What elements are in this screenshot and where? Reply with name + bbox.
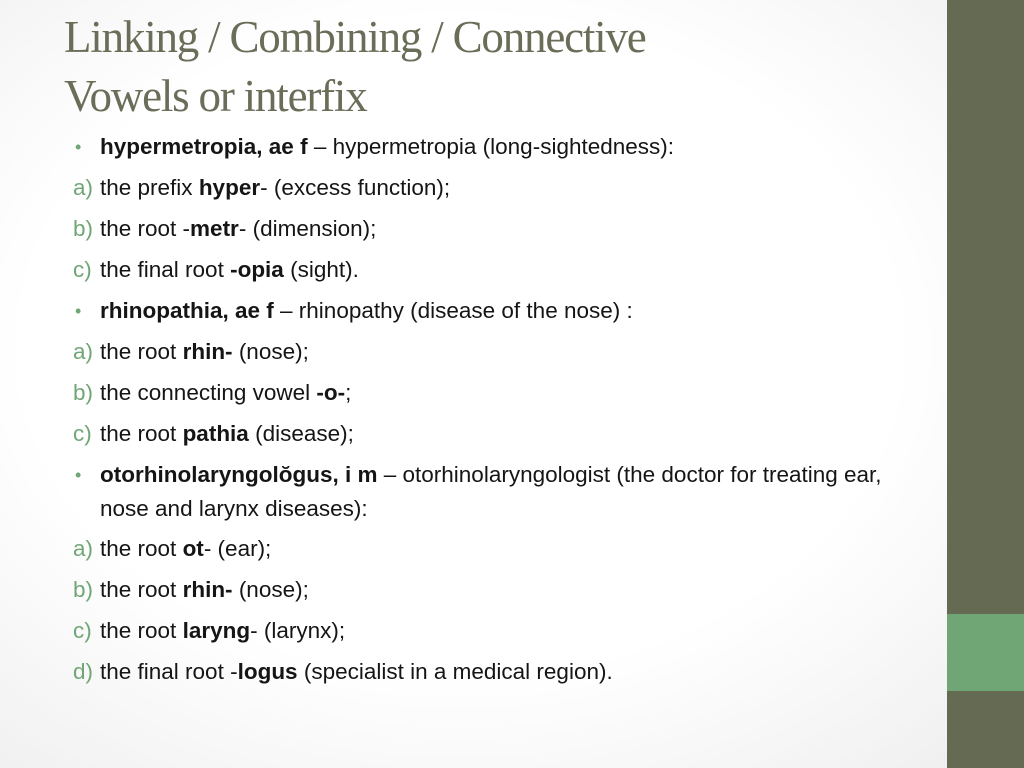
sub-item (73, 532, 933, 566)
sub-item-prefix: the root - (100, 216, 191, 241)
sub-item-suffix: - (excess function); (260, 175, 451, 200)
morpheme: logus (237, 659, 298, 684)
term-definition: – hypermetropia (long-sightedness): (307, 134, 675, 159)
morpheme: pathia (182, 421, 249, 446)
bullet-marker: • (75, 137, 82, 157)
slide-title (64, 8, 924, 126)
letter-marker: b) (73, 380, 94, 405)
sub-item-prefix: the root (100, 421, 183, 446)
title-line-1: Linking / Combining / Connective (64, 12, 646, 62)
letter-marker: a) (73, 175, 94, 200)
title-line-2: Vowels or interfix (64, 71, 367, 121)
sub-item (73, 253, 933, 287)
letter-marker: c) (73, 421, 92, 446)
sub-item-suffix: (nose); (232, 577, 309, 602)
sub-item-suffix: (specialist in a medical region). (297, 659, 613, 684)
term: hypermetropia, ae f (100, 134, 308, 159)
morpheme: rhin- (182, 577, 233, 602)
sub-item (73, 212, 933, 246)
sub-item-suffix: ; (345, 380, 352, 405)
sub-item-prefix: the final root - (100, 659, 238, 684)
bullet-marker: • (75, 301, 82, 321)
morpheme: -o- (316, 380, 346, 405)
letter-marker: a) (73, 536, 94, 561)
letter-marker: b) (73, 216, 94, 241)
morpheme: hyper (198, 175, 261, 200)
morpheme: laryng (182, 618, 251, 643)
bullet-item (73, 294, 933, 328)
sub-item-prefix: the prefix (100, 175, 199, 200)
sub-item-suffix: (sight). (283, 257, 359, 282)
sub-item-suffix: (nose); (232, 339, 309, 364)
morpheme: ot (182, 536, 204, 561)
term: otorhinolaryngolŏgus, i m (100, 462, 378, 487)
sub-item-prefix: the root (100, 577, 183, 602)
sub-item (73, 573, 933, 607)
sub-item (73, 614, 933, 648)
letter-marker: b) (73, 577, 94, 602)
sub-item (73, 171, 933, 205)
sub-item-prefix: the connecting vowel (100, 380, 317, 405)
sub-item-prefix: the root (100, 536, 183, 561)
letter-marker: d) (73, 659, 94, 684)
bullet-item (73, 130, 933, 164)
sub-item-suffix: - (ear); (203, 536, 272, 561)
morpheme: -opia (230, 257, 284, 282)
term-definition: – otorhinolaryngologist (the doctor for treating ear, nose and larynx diseases): (100, 462, 882, 521)
morpheme: metr (190, 216, 239, 241)
bullet-marker: • (75, 465, 82, 485)
sub-item (73, 655, 933, 689)
sub-item-prefix: the root (100, 339, 183, 364)
sub-item-prefix: the root (100, 618, 183, 643)
sub-item (73, 417, 933, 451)
term-definition: – rhinopathy (disease of the nose) : (273, 298, 633, 323)
content-list (73, 130, 933, 696)
term: rhinopathia, ae f (100, 298, 274, 323)
sub-item (73, 376, 933, 410)
letter-marker: c) (73, 257, 92, 282)
bullet-item (73, 458, 933, 526)
sidebar-accent-block (947, 614, 1024, 691)
sub-item-suffix: - (larynx); (250, 618, 346, 643)
letter-marker: a) (73, 339, 94, 364)
morpheme: rhin- (182, 339, 233, 364)
sub-item-suffix: - (dimension); (238, 216, 377, 241)
sub-item-prefix: the final root (100, 257, 231, 282)
sub-item-suffix: (disease); (248, 421, 354, 446)
letter-marker: c) (73, 618, 92, 643)
sub-item (73, 335, 933, 369)
